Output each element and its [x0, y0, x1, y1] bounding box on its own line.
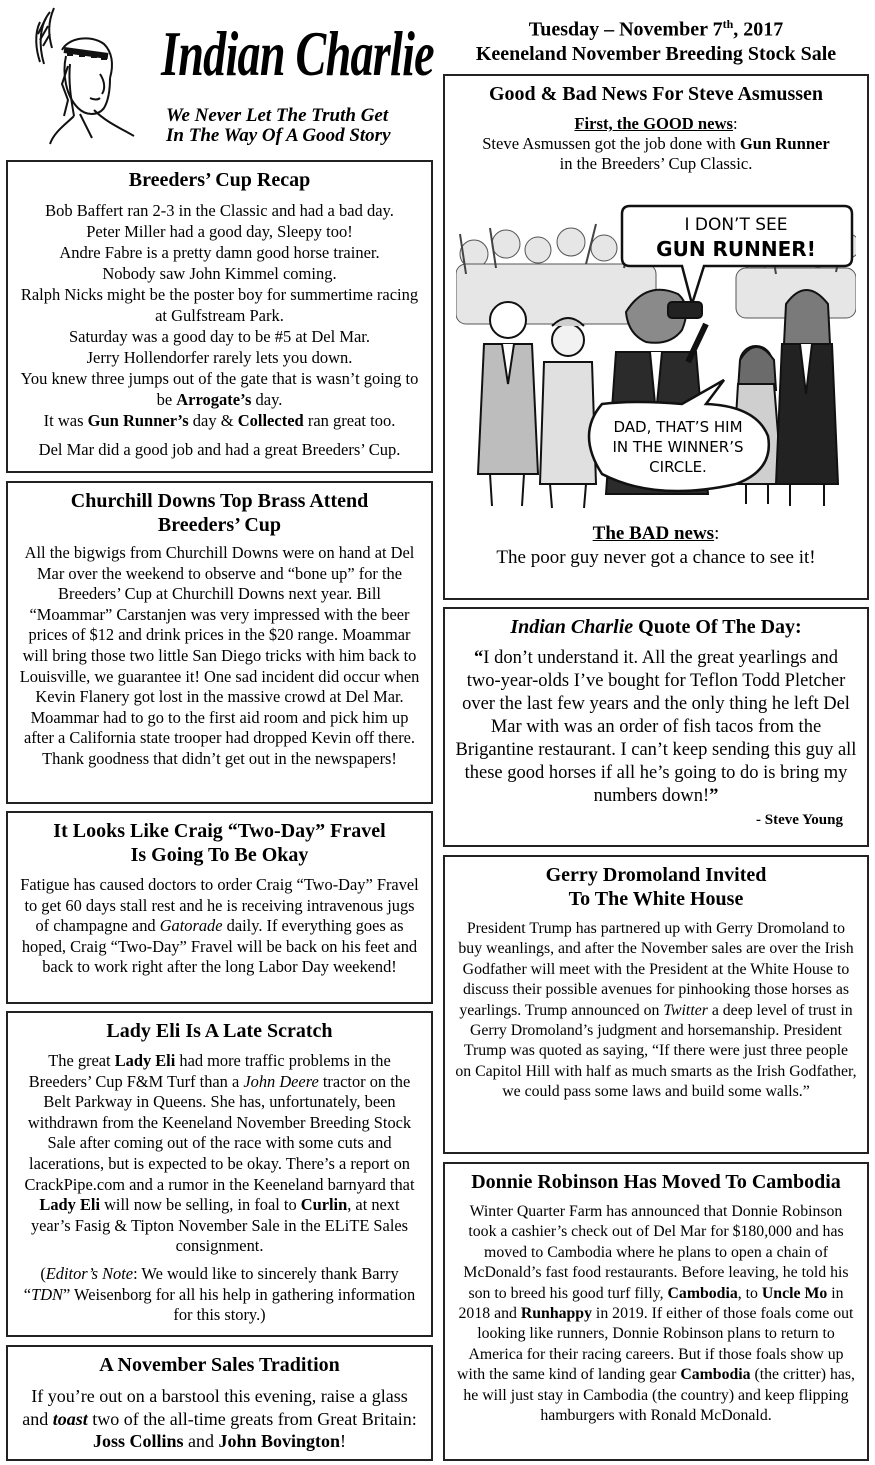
tagline-line-1: We Never Let The Truth Get [166, 105, 389, 126]
article-craig-fravel [6, 811, 433, 1004]
article-lady-eli [6, 1011, 433, 1337]
article-body: Bob Baffert ran 2-3 in the Classic and had a bad day. Peter Miller had a good day, Sleepy too! Andre Fabre is a pretty damn good horse trainer. Nobody saw John Kimmel coming. Ralph Nicks might be the poster boy for summertime racing at Gulfstream Park. Saturday was a good day to be #5 at Del Mar. Jerry Hollendorfer rarely lets you down. You knew three jumps out of the gate that is wasn’t going to be Arrogate’s day. It was Gun Runner’s day & Collected ran great too. [20, 201, 419, 430]
article-november-tradition [6, 1345, 433, 1461]
quote-title: Indian Charlie Quote Of The Day: [510, 616, 802, 638]
article-body: President Trump has partnered up with Gerry Dromoland to buy weanlings, and after the November sales are over the Irish Godfather will meet with the President at the White House to discuss their possible avenues for pinhooking those horses as yearlings. Trump announced on Twitter a deep level of trust in Gerry Dromoland’s judgment and horsemanship. President Trump was quoted as saying, “If there were just three people on Capitol Hill with half as much smarts as the Irish Godfather, we could pass some laws and build some walls.” [455, 920, 857, 1101]
article-title: A November Sales Tradition [99, 1354, 340, 1376]
article-title: Lady Eli Is A Late Scratch [106, 1020, 333, 1042]
article-churchill-downs [6, 481, 433, 804]
bubble-2-line-3: CIRCLE. [649, 458, 707, 476]
article-title: Breeders’ Cup Recap [128, 169, 311, 191]
bubble-2-line-2: IN THE WINNER’S [612, 438, 744, 456]
quote-of-the-day [443, 607, 869, 847]
quote-attribution: - Steve Young [756, 812, 843, 828]
sale-name: Keeneland November Breeding Stock Sale [475, 42, 837, 65]
masthead-tagline [166, 106, 391, 146]
indian-head-logo [10, 4, 160, 154]
date: Tuesday – November 7th, 2017 [528, 17, 784, 41]
article-body: Fatigue has caused doctors to order Craig “Two-Day” Fravel to get 60 days stall rest and he is receiving intravenous jugs of champagne and Gatorade daily. If everything goes as hoped, Craig “Two-Day” Fravel will be back on his feet and back to work right after the long Labor Day weekend! [20, 875, 419, 977]
editors-note: (Editor’s Note: We would like to sincerely thank Barry “TDN” Weisenborg for all his help in gathering information for this story.) [23, 1263, 416, 1325]
tagline-line-2: In The Way Of A Good Story [166, 125, 391, 146]
article-title: Churchill Downs Top Brass Attend Breeders’ Cup [70, 490, 369, 536]
article-body: If you’re out on a barstool this evening, raise a glass and toast two of the all-time greats from Great Britain: Joss Collins and John Bovington! [22, 1386, 417, 1451]
bubble-1-line-2: GUN RUNNER! [656, 237, 816, 261]
bubble-1-line-1: I DON’T SEE [684, 215, 788, 235]
dateline [443, 12, 869, 66]
masthead-title: Indian Charlie [161, 18, 434, 89]
article-body: Winter Quarter Farm has announced that Donnie Robinson took a cashier’s check out of Del Mar for $180,000 and has moved to Cambodia where he plans to open a chain of McDonald’s fast food restaurants. Before leaving, he told his son to breed his good turf filly, Cambodia, to Uncle Mo in 2018 and Runhappy in 2019. If either of those foals come out looking like runners, Donnie Robinson plans to return to America for their racing careers. But if those foals show up with the same kind of landing gear Cambodia (the critter) has, he will just stay in Cambodia (the country) and keep flipping hamburgers with Ronald McDonald. [457, 1203, 855, 1425]
masthead [6, 0, 433, 152]
article-donnie-robinson [443, 1162, 869, 1461]
article-closing: Del Mar did a good job and had a great Breeders’ Cup. [38, 440, 401, 459]
quote-text: “I don’t understand it. All the great yearlings and two-year-olds I’ve bought for Teflon Todd Pletcher over the last few years and the only thing he left Del Mar with was an order of fish tacos from the Brigantine restaurant. I can’t keep sending this guy all these good horses if all he’s going to do is bring my numbers down!” [455, 648, 857, 806]
article-title: Donnie Robinson Has Moved To Cambodia [471, 1171, 841, 1193]
bubble-2-line-1: DAD, THAT’S HIM [613, 418, 743, 436]
article-title: Gerry Dromoland Invited To The White House [545, 864, 767, 910]
good-news: First, the GOOD news: Steve Asmussen got the job done with Gun Runner in the Breeders’ Cup Classic. [482, 114, 830, 173]
article-title: It Looks Like Craig “Two-Day” Fravel Is Going To Be Okay [53, 820, 386, 866]
article-asmussen [443, 74, 869, 600]
bad-news: The BAD news: The poor guy never got a chance to see it! [496, 523, 816, 568]
cartoon-illustration [456, 184, 856, 514]
article-breeders-cup-recap [6, 160, 433, 473]
article-title: Good & Bad News For Steve Asmussen [488, 83, 824, 105]
article-body: The great Lady Eli had more traffic problems in the Breeders’ Cup F&M Turf than a John Deere tractor on the Belt Parkway in Queens. She has, unfortunately, been withdrawn from the Keeneland November Breeding Stock Sale after coming out of the race with some cuts and lacerations, but is expected to be okay. There’s a report on CrackPipe.com and a rumor in the Keeneland barnyard that Lady Eli will now be selling, in foal to Curlin, at next year’s Fasig & Tipton November Sale in the ELiTE Sales consignment. [24, 1051, 415, 1256]
article-gerry-dromoland [443, 855, 869, 1154]
article-body: All the bigwigs from Churchill Downs were on hand at Del Mar over the weekend to observe and “bone up” for the Breeders’ Cup at Churchill Downs next year. Bill “Moammar” Carstanjen was very impressed with the beer prices of $12 and drink prices in the $20 range. Moammar will bring those two little San Diego tricks with him back to Louisville, we guarantee it! One sad incident did occur when Kevin Flanery got lost in the massive crowd at Del Mar. Moammar had to go to the first aid room and pick him up after a California state trooper had dropped Kevin off there. Thank goodness that didn’t get out in the newspapers! [19, 543, 420, 768]
